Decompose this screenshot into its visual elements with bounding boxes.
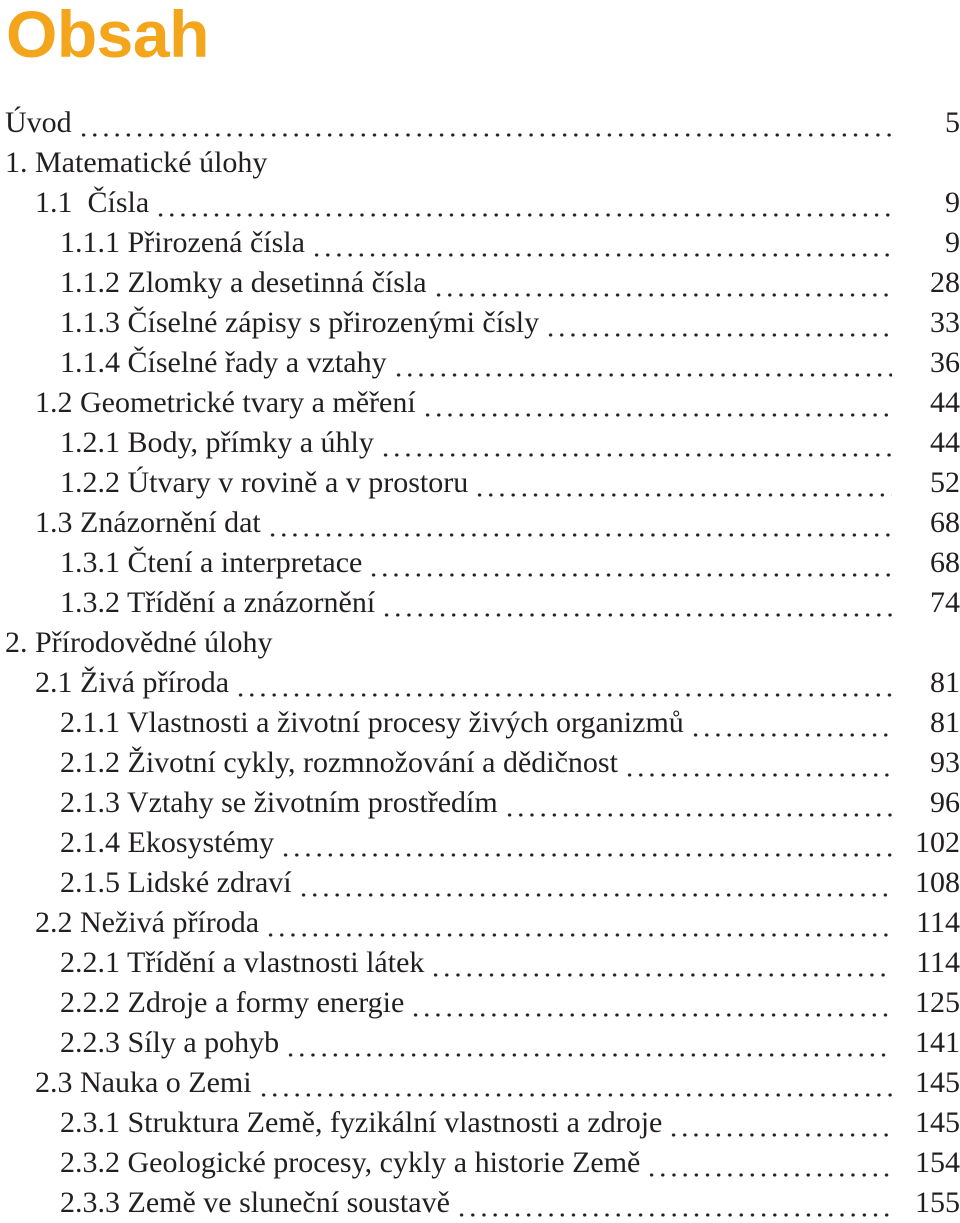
toc-entry-title: 2.2 Neživá příroda [35, 906, 260, 939]
page-title: Obsah [6, 0, 209, 71]
dot-leader [668, 1103, 892, 1143]
toc-entry-title: 2.3.1 Struktura Země, fyzikální vlastnosti a zdroje [60, 1106, 663, 1139]
toc-page-number: 74 [930, 586, 960, 619]
dot-leader [258, 1063, 892, 1103]
toc-entry-title: 1.1.1 Přirozená čísla [60, 226, 305, 259]
table-of-contents [0, 103, 960, 1223]
toc-entry[interactable] [0, 303, 960, 343]
toc-page-number: 9 [945, 186, 960, 219]
toc-entry[interactable] [0, 863, 960, 903]
toc-page-number: 5 [945, 106, 960, 139]
toc-entry-title: 1.3.1 Čtení a interpretace [60, 546, 363, 579]
toc-entry-title: 1.2.1 Body, přímky a úhly [60, 426, 374, 459]
toc-page-number: 81 [930, 706, 960, 739]
toc-entry-title: 1.3 Znázornění dat [35, 506, 261, 539]
toc-page-number: 33 [930, 306, 960, 339]
toc-entry-title: 2.2.2 Zdroje a formy energie [60, 986, 405, 1019]
dot-leader [393, 343, 892, 383]
toc-entry[interactable] [0, 183, 960, 223]
dot-leader [646, 1143, 892, 1183]
toc-entry[interactable] [0, 463, 960, 503]
toc-entry[interactable] [0, 1143, 960, 1183]
toc-entry[interactable] [0, 543, 960, 583]
toc-entry[interactable] [0, 1183, 960, 1223]
dot-leader [155, 183, 892, 223]
toc-entry-title: 2.1 Živá příroda [35, 666, 230, 699]
toc-page-number: 96 [930, 786, 960, 819]
dot-leader [267, 503, 892, 543]
dot-leader [368, 543, 892, 583]
toc-entry[interactable] [0, 663, 960, 703]
toc-entry-title: 2.1.5 Lidské zdraví [60, 866, 292, 899]
toc-entry-title: Úvod [5, 106, 72, 139]
toc-chapter-heading[interactable] [0, 143, 960, 183]
dot-leader [433, 263, 892, 303]
toc-entry-title: 2.1.2 Životní cykly, rozmnožování a dědičnost [60, 746, 618, 779]
toc-entry-title: 1. Matematické úlohy [5, 146, 268, 179]
toc-entry-title: 2.3.3 Země ve sluneční soustavě [60, 1186, 450, 1219]
toc-entry-title: 2. Přírodovědné úlohy [5, 626, 273, 659]
dot-leader [624, 743, 892, 783]
dot-leader [380, 423, 892, 463]
toc-entry[interactable] [0, 783, 960, 823]
toc-entry-title: 2.1.3 Vztahy se životním prostředím [60, 786, 498, 819]
toc-entry[interactable] [0, 383, 960, 423]
toc-entry[interactable] [0, 223, 960, 263]
toc-page-number: 68 [930, 546, 960, 579]
toc-page-number: 28 [930, 266, 960, 299]
toc-page-number: 114 [916, 906, 960, 939]
toc-page-number: 141 [915, 1026, 960, 1059]
toc-page-number: 102 [915, 826, 960, 859]
dot-leader [430, 943, 892, 983]
dot-leader [298, 863, 892, 903]
toc-page-number: 44 [930, 426, 960, 459]
toc-page-number: 155 [915, 1186, 960, 1219]
toc-page-number: 93 [930, 746, 960, 779]
dot-leader [285, 1023, 892, 1063]
dot-leader [381, 583, 892, 623]
toc-page-number: 125 [915, 986, 960, 1019]
toc-entry[interactable] [0, 703, 960, 743]
toc-entry[interactable] [0, 743, 960, 783]
toc-chapter-heading[interactable] [0, 623, 960, 663]
dot-leader [235, 663, 892, 703]
toc-entry[interactable] [0, 1103, 960, 1143]
dot-leader [456, 1183, 892, 1223]
toc-entry-title: 2.2.3 Síly a pohyb [60, 1026, 280, 1059]
toc-entry[interactable] [0, 103, 960, 143]
toc-entry[interactable] [0, 263, 960, 303]
toc-page-number: 44 [930, 386, 960, 419]
dot-leader [690, 703, 892, 743]
dot-leader [422, 383, 892, 423]
toc-page-number: 145 [915, 1106, 960, 1139]
dot-leader [78, 103, 892, 143]
dot-leader [504, 783, 892, 823]
toc-page-number: 9 [945, 226, 960, 259]
toc-page-number: 81 [930, 666, 960, 699]
dot-leader [265, 903, 892, 943]
toc-entry[interactable] [0, 423, 960, 463]
toc-entry-title: 1.1.4 Číselné řady a vztahy [60, 346, 387, 379]
toc-page-number: 68 [930, 506, 960, 539]
dot-leader [410, 983, 892, 1023]
toc-entry-title: 1.1.2 Zlomky a desetinná čísla [60, 266, 427, 299]
toc-entry-title: 1.3.2 Třídění a znázornění [60, 586, 376, 619]
toc-entry[interactable] [0, 583, 960, 623]
toc-entry-title: 2.1.4 Ekosystémy [60, 826, 275, 859]
toc-page-number: 52 [930, 466, 960, 499]
toc-entry[interactable] [0, 983, 960, 1023]
toc-entry[interactable] [0, 823, 960, 863]
toc-entry-title: 2.3 Nauka o Zemi [35, 1066, 252, 1099]
toc-page-number: 108 [915, 866, 960, 899]
dot-leader [280, 823, 892, 863]
toc-entry-title: 2.2.1 Třídění a vlastnosti látek [60, 946, 425, 979]
toc-entry[interactable] [0, 1023, 960, 1063]
toc-page-number: 114 [916, 946, 960, 979]
toc-entry-title: 1.1.3 Číselné zápisy s přirozenými čísly [60, 306, 540, 339]
toc-page-number: 36 [930, 346, 960, 379]
toc-entry-title: 2.1.1 Vlastnosti a životní procesy živých organizmů [60, 706, 684, 739]
toc-entry-title: 1.2.2 Útvary v rovině a v prostoru [60, 466, 469, 499]
dot-leader [474, 463, 892, 503]
toc-page-number: 145 [915, 1066, 960, 1099]
toc-entry-title: 1.1 Čísla [35, 186, 150, 219]
toc-entry-title: 2.3.2 Geologické procesy, cykly a historie Země [60, 1146, 641, 1179]
toc-entry-title: 1.2 Geometrické tvary a měření [35, 386, 416, 419]
toc-entry[interactable] [0, 943, 960, 983]
dot-leader [545, 303, 892, 343]
toc-entry[interactable] [0, 503, 960, 543]
toc-entry[interactable] [0, 1063, 960, 1103]
dot-leader [311, 223, 892, 263]
toc-page-number: 154 [915, 1146, 960, 1179]
toc-entry[interactable] [0, 343, 960, 383]
toc-entry[interactable] [0, 903, 960, 943]
